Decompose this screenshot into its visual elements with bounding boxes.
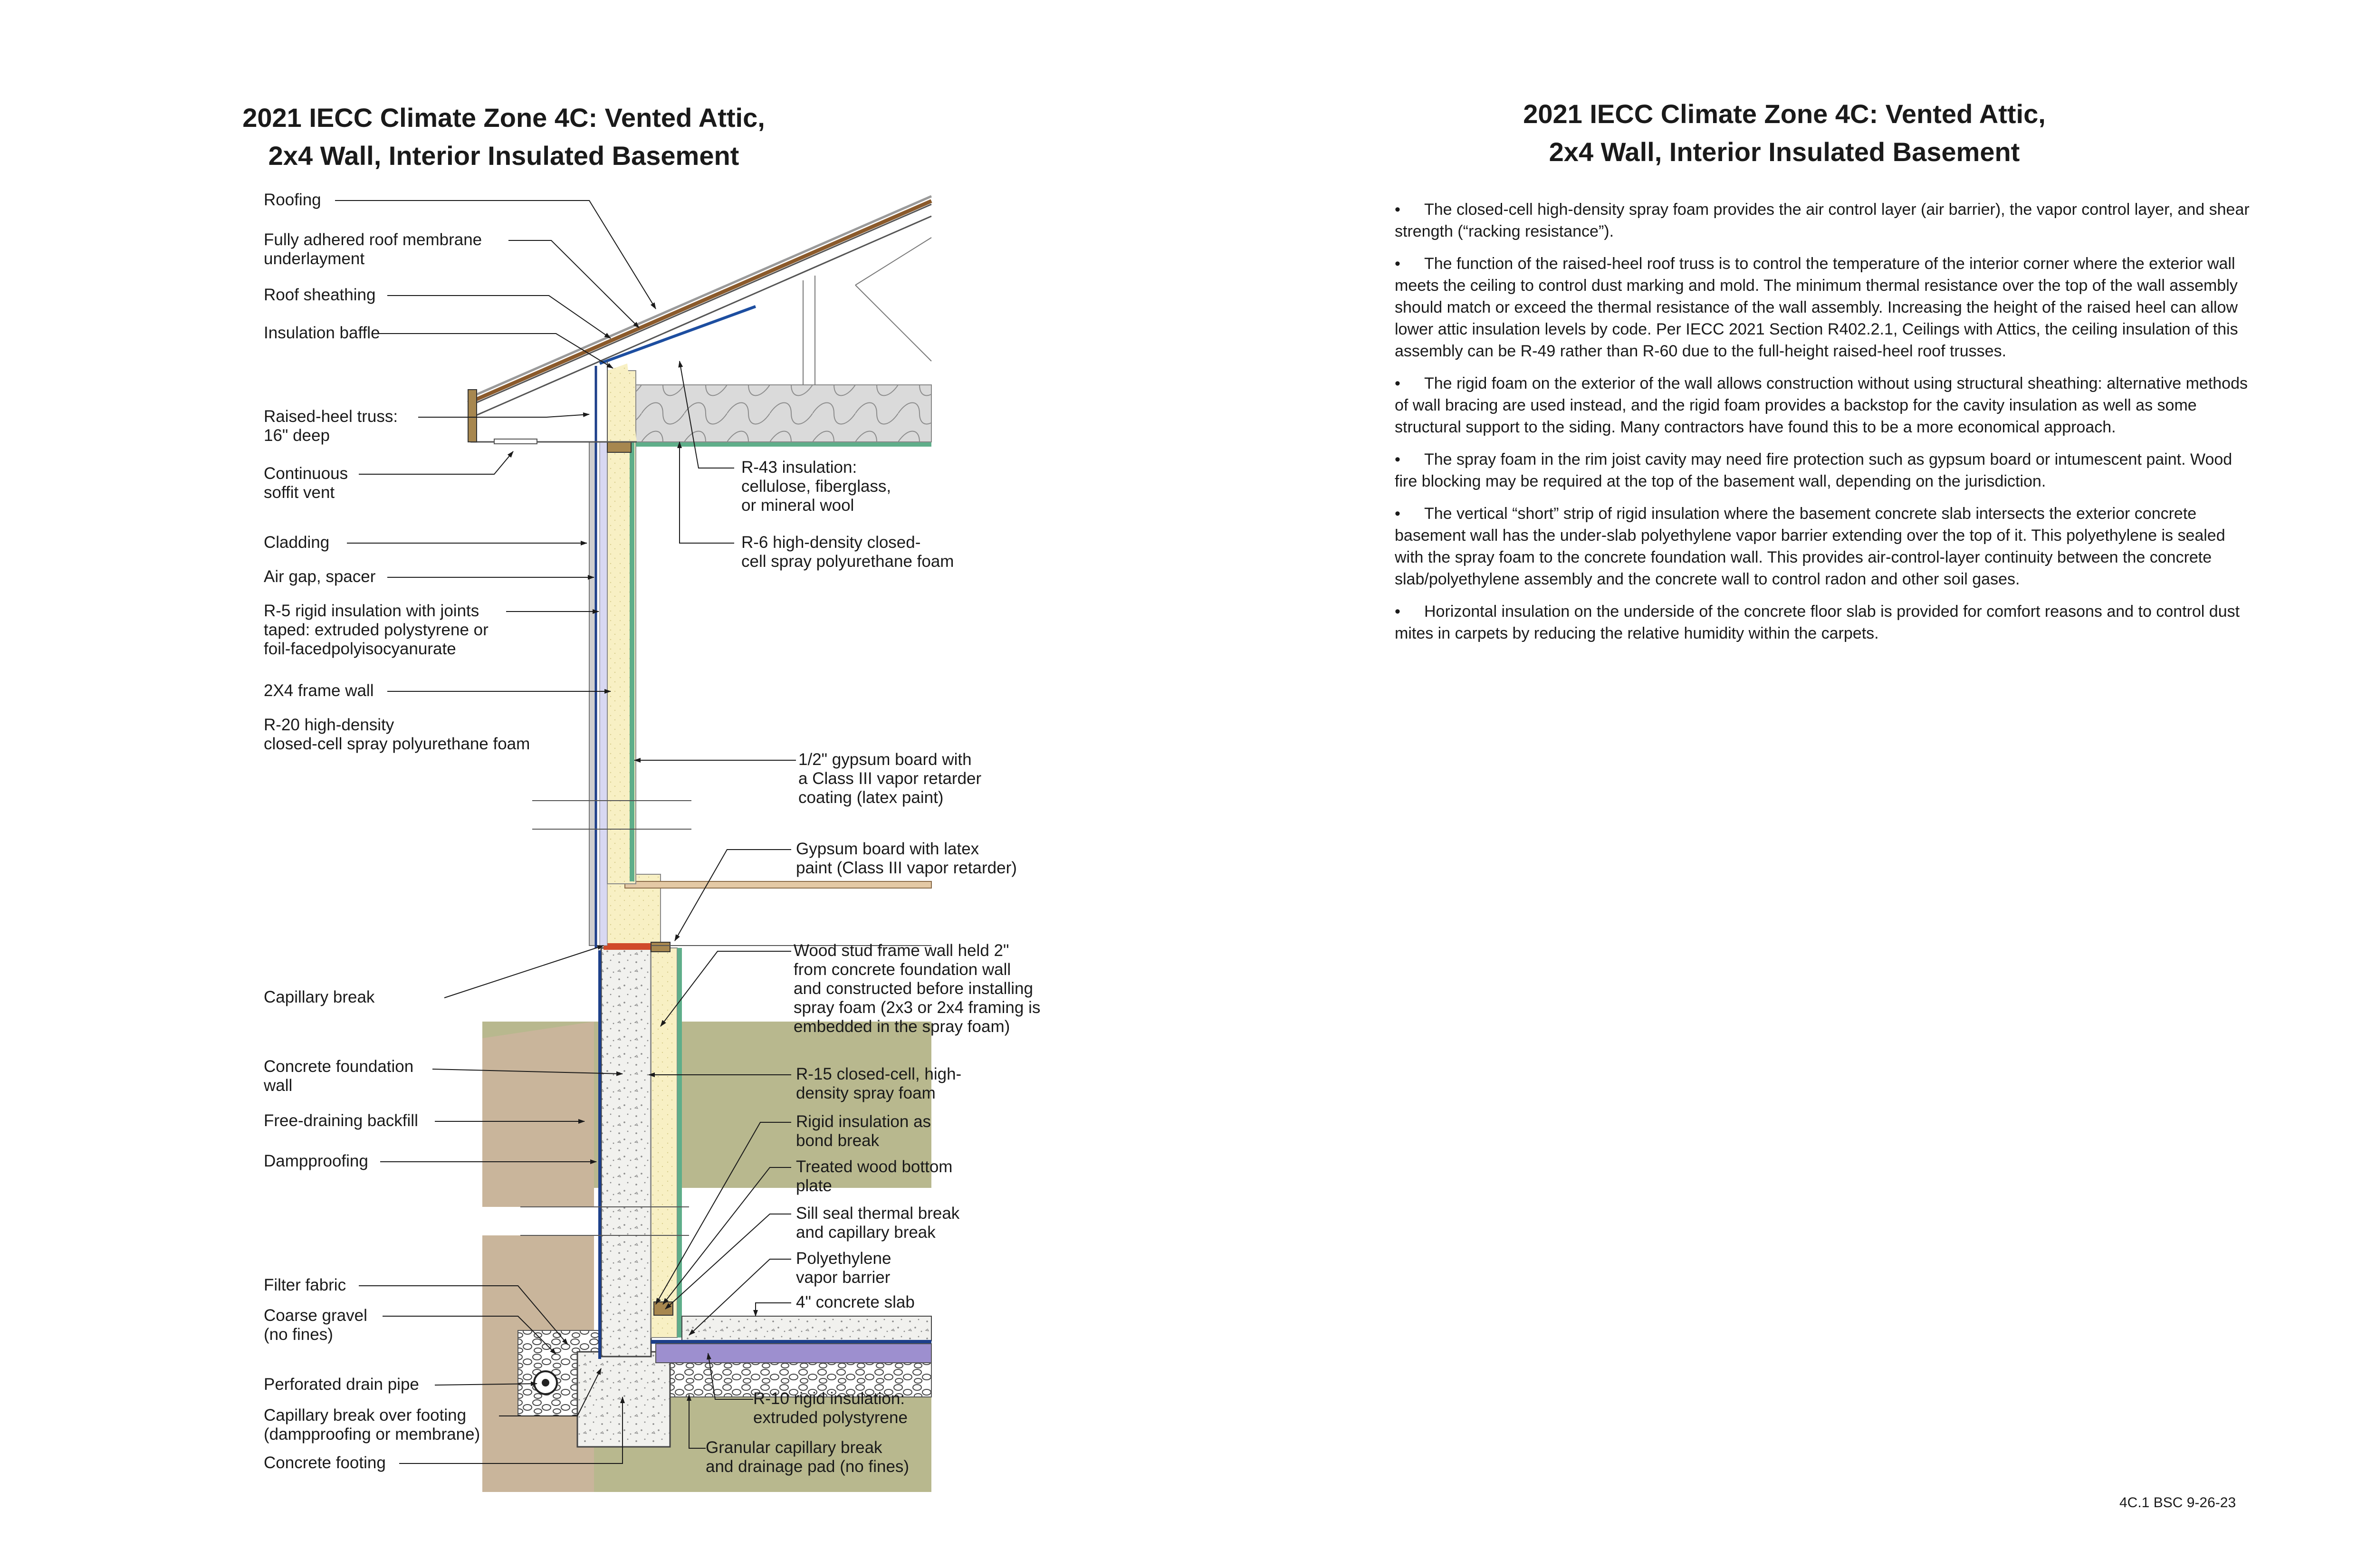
note-text: The vertical “short” strip of rigid insulation where the basement concrete slab intersects the exterior concrete basement wall has the under-slab polyethylene vapor barrier extending over the top of it. This polyethylene is sealed with the spray foam to the concrete foundation wall. This provides air-control-layer continuity between the concrete slab/polyethylene assembly and the concrete wall to control radon and other soil gases. xyxy=(1395,505,2225,588)
top-plate xyxy=(607,442,631,452)
page-title-line1: 2021 IECC Climate Zone 4C: Vented Attic, xyxy=(1523,99,2046,129)
vapor-barrier xyxy=(651,1340,931,1344)
sill-seal xyxy=(604,943,651,950)
callout-left-9: 2X4 frame wall xyxy=(264,681,374,700)
callout-left-18: Capillary break over footing (dampproofing or membrane) xyxy=(264,1406,480,1444)
callout-right-5: R-15 closed-cell, high-density spray foam xyxy=(796,1065,962,1102)
basement-top-plate xyxy=(651,942,670,952)
callout-right-8: Sill seal thermal break and capillary break xyxy=(796,1204,960,1242)
concrete-slab xyxy=(682,1316,931,1341)
note-item xyxy=(1395,503,2250,590)
note-item xyxy=(1395,373,2250,438)
callout-right-10: 4" concrete slab xyxy=(796,1293,915,1311)
diagram-title-line1: 2021 IECC Climate Zone 4C: Vented Attic, xyxy=(242,103,765,133)
callout-left-19: Concrete footing xyxy=(264,1453,386,1472)
note-item xyxy=(1395,199,2250,242)
callout-left-14: Dampproofing xyxy=(264,1152,368,1170)
callout-left-16: Coarse gravel (no fines) xyxy=(264,1306,367,1344)
bullet: • xyxy=(1395,374,1400,392)
attic-insulation xyxy=(636,385,931,442)
callout-left-12: Concrete foundation wall xyxy=(264,1057,414,1095)
callout-left-17: Perforated drain pipe xyxy=(264,1375,419,1394)
note-item xyxy=(1395,253,2250,362)
bullet: • xyxy=(1395,201,1400,219)
bullet: • xyxy=(1395,602,1400,621)
callout-left-1: Fully adhered roof membrane underlayment xyxy=(264,230,482,268)
document-id: 4C.1 BSC 9-26-23 xyxy=(2119,1495,2236,1511)
bullet: • xyxy=(1395,505,1400,523)
callout-left-11: Capillary break xyxy=(264,988,375,1006)
callout-right-6: Rigid insulation as bond break xyxy=(796,1112,931,1150)
callout-left-13: Free-draining backfill xyxy=(264,1111,418,1130)
note-text: The rigid foam on the exterior of the wall allows construction without using structural sheathing: alternative methods of wall bracing are used instead, and the rigid foam provides a backstop for the cavity insulation as well as some structural support to the siding. Many contractors have found this to be a more economical approach. xyxy=(1395,374,2248,436)
r10-rigid-insulation xyxy=(656,1344,931,1363)
ceiling-gypsum xyxy=(636,442,931,447)
note-text: Horizontal insulation on the underside of the concrete floor slab is provided for comfort reasons and to control dust mites in carpets by reducing the relative humidity within the carpets. xyxy=(1395,602,2240,642)
air-gap xyxy=(597,442,600,946)
callout-left-2: Roof sheathing xyxy=(264,286,376,304)
drain-pipe-center xyxy=(542,1379,549,1386)
note-item xyxy=(1395,449,2250,492)
r5-rigid-insulation xyxy=(600,442,607,946)
soffit-vent xyxy=(494,439,537,444)
callout-right-0: R-43 insulation: cellulose, fiberglass, or mineral wool xyxy=(741,458,891,515)
callout-left-10: R-20 high-density closed-cell spray polyurethane foam xyxy=(264,716,530,753)
note-text: The spray foam in the rim joist cavity may need fire protection such as gypsum board or intumescent paint. Wood fire blocking may be required at the top of the basement wall, depending on the jurisdiction. xyxy=(1395,450,2232,490)
concrete-footing xyxy=(577,1352,670,1447)
callout-left-6: Cladding xyxy=(264,533,330,552)
callout-left-3: Insulation baffle xyxy=(264,324,380,342)
callout-left-4: Raised-heel truss: 16" deep xyxy=(264,407,398,445)
page-title-line2: 2x4 Wall, Interior Insulated Basement xyxy=(1549,137,2020,167)
callout-left-5: Continuous soffit vent xyxy=(264,464,348,502)
callout-left-0: Roofing xyxy=(264,191,321,209)
callout-right-12: Granular capillary break and drainage pad (no fines) xyxy=(706,1438,910,1476)
callout-right-3: Gypsum board with latex paint (Class III vapor retarder) xyxy=(796,840,1017,877)
bullet: • xyxy=(1395,255,1400,273)
callout-left-8: R-5 rigid insulation with joints taped: extruded polystyrene or foil-facedpolyisocyanurate xyxy=(264,602,489,658)
floor-joist xyxy=(625,881,931,888)
note-text: The function of the raised-heel roof truss is to control the temperature of the interior corner where the exterior wall meets the ceiling to control dust marking and mold. The minimum thermal resistance over the top of the wall assembly should match or exceed the thermal resistance of the wall assembly. Increasing the height of the raised heel can allow lower attic insulation levels by code. Per IECC 2021 Section R402.2.1, Ceilings with Attics, the ceiling insulation of this assembly can be R-49 rather than R-60 due to the full-height raised-heel roof trusses. xyxy=(1395,255,2238,360)
interior-gypsum xyxy=(630,442,634,881)
callout-right-2: 1/2" gypsum board with a Class III vapor retarder coating (latex paint) xyxy=(798,750,982,807)
callout-right-9: Polyethylene vapor barrier xyxy=(796,1249,891,1287)
callout-left-15: Filter fabric xyxy=(264,1276,346,1294)
callout-right-7: Treated wood bottom plate xyxy=(796,1157,953,1195)
callout-left-7: Air gap, spacer xyxy=(264,567,376,586)
notes-list xyxy=(1395,199,2250,655)
callout-right-4: Wood stud frame wall held 2" from concrete foundation wall and constructed before installing spray foam (2x3 or 2x4 framing is embedded in the spray foam) xyxy=(794,941,1041,1036)
basement-gypsum xyxy=(677,948,682,1338)
basement-spray-foam xyxy=(651,948,677,1338)
note-text: The closed-cell high-density spray foam provides the air control layer (air barrier), the vapor control layer, and shear strength (“racking resistance”). xyxy=(1395,201,2250,240)
diagram-title-line2: 2x4 Wall, Interior Insulated Basement xyxy=(268,141,739,171)
concrete-foundation-wall xyxy=(601,948,651,1357)
page-title xyxy=(1499,95,2069,171)
callout-right-11: R-10 rigid insulation: extruded polystyrene xyxy=(753,1389,908,1427)
callout-right-1: R-6 high-density closed-cell spray polyurethane foam xyxy=(741,533,954,571)
bullet: • xyxy=(1395,450,1400,468)
note-item xyxy=(1395,601,2250,644)
